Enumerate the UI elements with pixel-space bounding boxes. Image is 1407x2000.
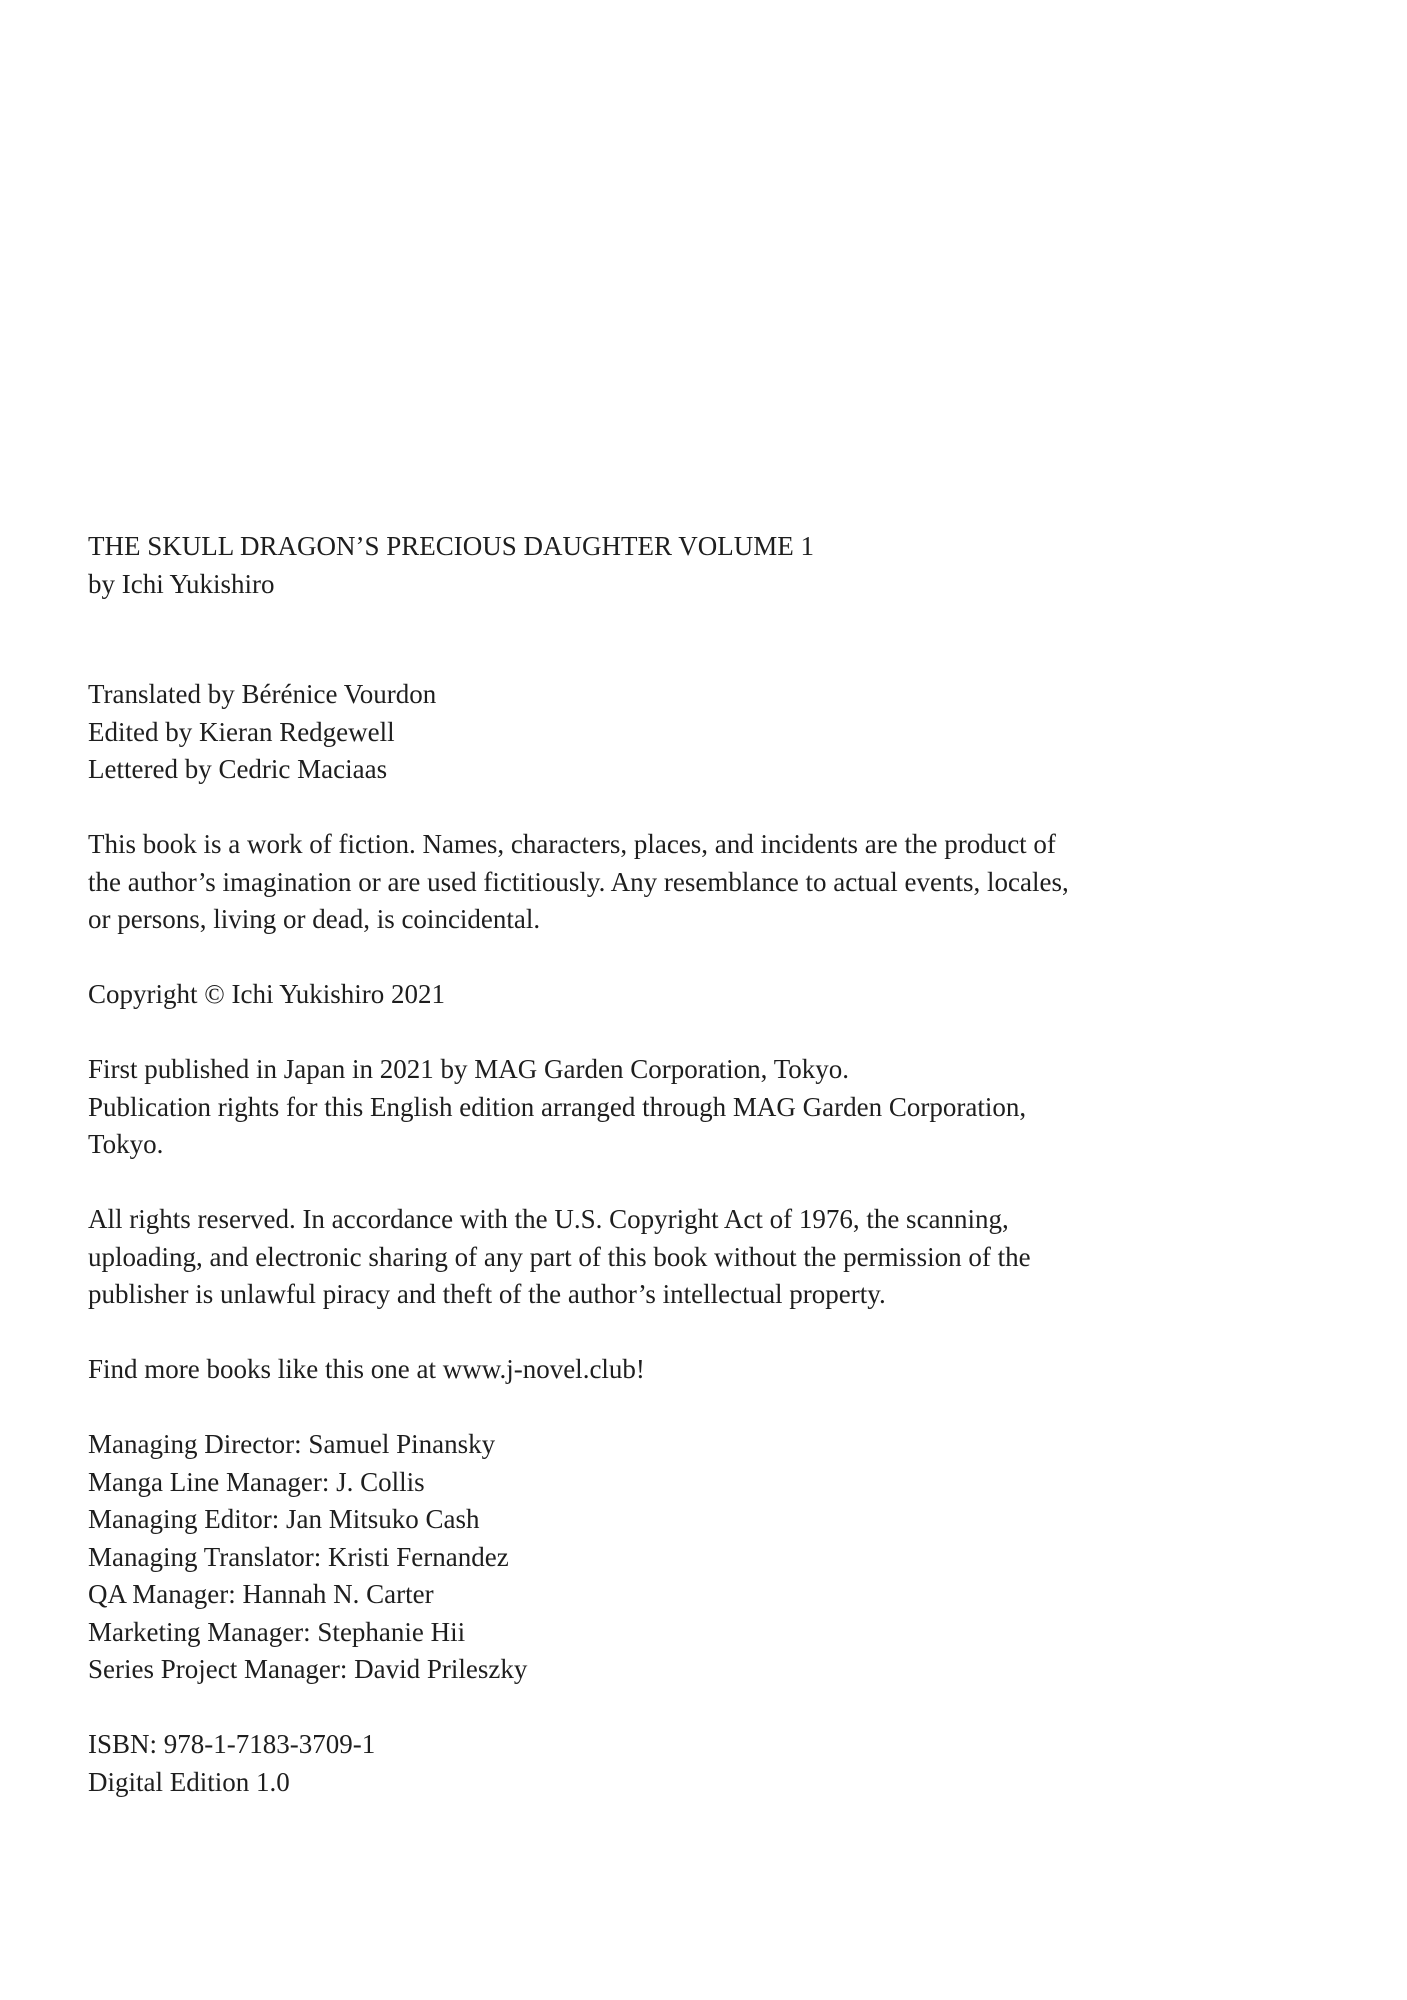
localization-credits-block — [88, 676, 1388, 789]
staff-qa-manager: QA Manager: Hannah N. Carter — [88, 1579, 434, 1609]
staff-managing-director: Managing Director: Samuel Pinansky — [88, 1429, 496, 1459]
publication-line: Tokyo. — [88, 1129, 164, 1159]
staff-managing-translator: Managing Translator: Kristi Fernandez — [88, 1541, 509, 1572]
edition-info-block — [88, 1726, 1388, 1801]
credit-letterer: Lettered by Cedric Maciaas — [88, 754, 388, 784]
copyright-line: Copyright © Ichi Yukishiro 2021 — [88, 979, 445, 1009]
colophon-text-column — [88, 528, 1388, 1839]
publication-info-paragraph — [88, 1051, 1388, 1164]
staff-marketing-manager: Marketing Manager: Stephanie Hii — [88, 1616, 466, 1647]
book-title: THE SKULL DRAGON’S PRECIOUS DAUGHTER VOLUME 1 — [88, 531, 815, 561]
credit-translator: Translated by Bérénice Vourdon — [88, 679, 437, 709]
staff-credits-block — [88, 1426, 1388, 1689]
website-promo-text: Find more books like this one at www.j-novel.club! — [88, 1354, 645, 1384]
isbn-line: ISBN: 978-1-7183-3709-1 — [88, 1729, 376, 1759]
publication-line: Publication rights for this English edition arranged through MAG Garden Corporation, — [88, 1091, 1027, 1122]
find-more-books-line — [88, 1351, 1388, 1389]
staff-manga-line-manager: Manga Line Manager: J. Collis — [88, 1466, 425, 1497]
digital-edition-line: Digital Edition 1.0 — [88, 1766, 290, 1797]
copyright-notice — [88, 976, 1388, 1014]
staff-managing-editor: Managing Editor: Jan Mitsuko Cash — [88, 1504, 480, 1534]
disclaimer-line: the author’s imagination or are used fictitiously. Any resemblance to actual events, locales, — [88, 866, 1069, 897]
rights-line: uploading, and electronic sharing of any part of this book without the permission of the — [88, 1241, 1031, 1272]
staff-series-project-manager: Series Project Manager: David Prileszky — [88, 1654, 528, 1684]
credit-editor: Edited by Kieran Redgewell — [88, 716, 395, 747]
fiction-disclaimer-paragraph — [88, 826, 1388, 939]
disclaimer-line: This book is a work of fiction. Names, characters, places, and incidents are the product of — [88, 829, 1056, 859]
title-block — [88, 528, 1388, 603]
rights-line: publisher is unlawful piracy and theft of the author’s intellectual property. — [88, 1279, 886, 1309]
disclaimer-line: or persons, living or dead, is coincidental. — [88, 904, 541, 934]
publication-line: First published in Japan in 2021 by MAG Garden Corporation, Tokyo. — [88, 1054, 850, 1084]
rights-reserved-paragraph — [88, 1201, 1388, 1314]
rights-line: All rights reserved. In accordance with the U.S. Copyright Act of 1976, the scanning, — [88, 1204, 1009, 1234]
book-author-byline: by Ichi Yukishiro — [88, 568, 275, 599]
